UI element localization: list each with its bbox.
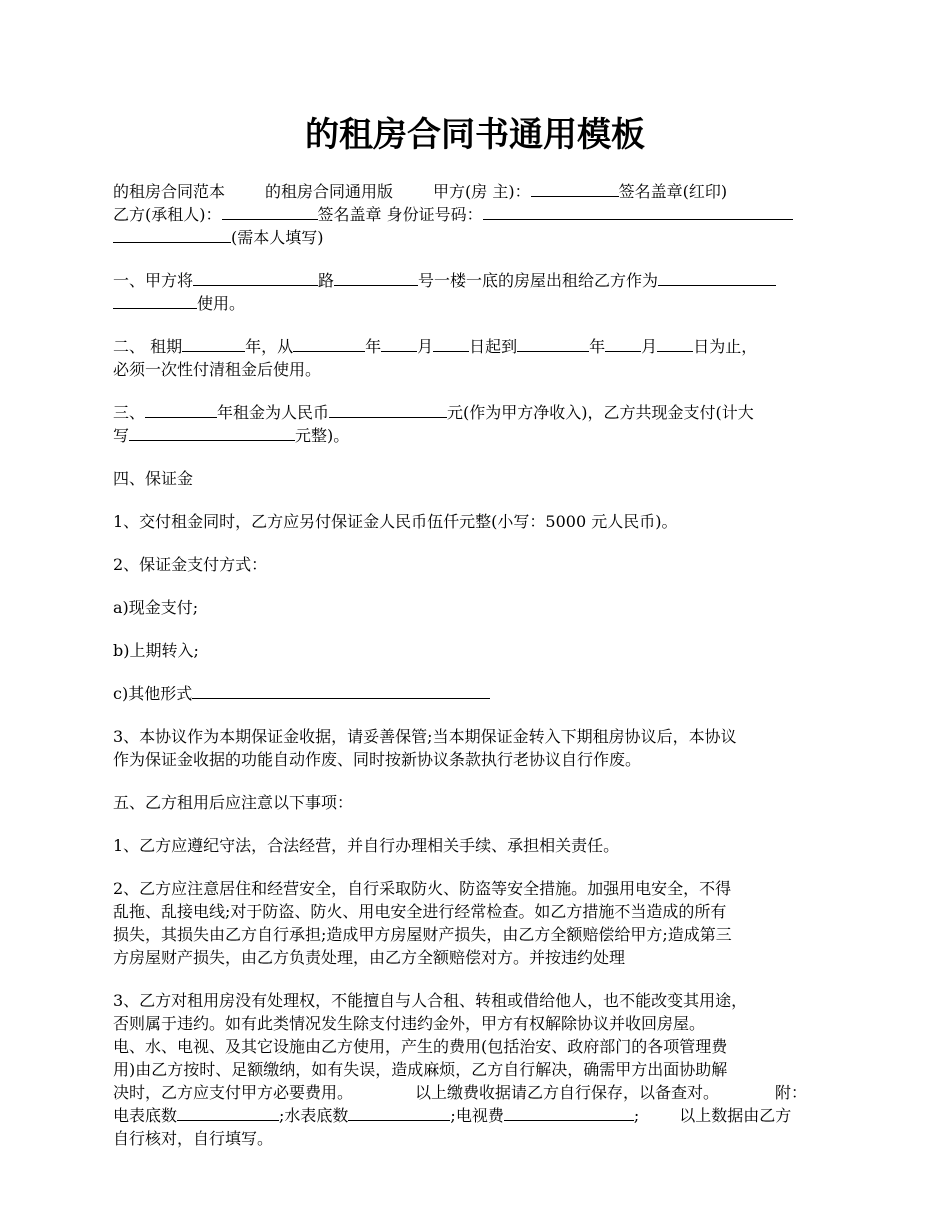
document-body — [113, 180, 840, 1150]
section-4-item-2: 2、保证金支付方式： — [113, 555, 268, 574]
blank-field — [113, 226, 231, 243]
blank-field — [177, 1104, 279, 1121]
section-5-item-2: 2、乙方应注意居住和经营安全，自行采取防火、防盗等安全措施。加强用电安全，不得 乱拖、乱接电线;对于防盗、防火、用电安全进行经常检查。如乙方措施不当造成的所有 损失，其损失由乙方自行承担;造成甲方房屋财产损失，由乙方全额赔偿给甲方;造成第三 方房屋财产损失，由乙方负责处理，由乙方全额赔偿对方。并按违约处理 — [113, 879, 732, 967]
blank-field — [348, 1104, 450, 1121]
section-5-heading: 五、乙方租用后应注意以下事项： — [113, 793, 354, 812]
document-title: 的租房合同书通用模板 — [305, 115, 645, 155]
blank-field — [605, 335, 641, 352]
section-4-heading: 四、保证金 — [113, 469, 194, 488]
blank-field — [658, 269, 776, 286]
blank-field — [504, 1104, 634, 1121]
section-4-option-c: c)其他形式 — [113, 682, 840, 705]
blank-field — [293, 335, 365, 352]
section-4-item-3: 3、本协议作为本期保证金收据，请妥善保管;当本期保证金转入下期租房协议后，本协议 作为保证金收据的功能自动作废、同时按新协议条款执行老协议自行作废。 — [113, 727, 737, 769]
section-4-option-a: a)现金支付; — [113, 598, 199, 617]
blank-field — [145, 401, 217, 418]
blank-field — [113, 292, 197, 309]
blank-field — [381, 335, 417, 352]
blank-field — [657, 335, 693, 352]
blank-field — [329, 401, 447, 418]
blank-field — [192, 682, 490, 699]
section-3: 三、 年租金为人民币 元(作为甲方净收入)，乙方共现金支付(计大 写 元整)。 — [113, 403, 754, 445]
blank-field — [222, 203, 318, 220]
section-1: 一、甲方将 路 号一楼一底的房屋出租给乙方作为 使用。 — [113, 269, 840, 315]
header-line-2: 乙方(承租人)： 签名盖章 身份证号码： — [113, 203, 840, 226]
blank-field — [433, 335, 469, 352]
section-5-item-1: 1、乙方应遵纪守法，合法经营，并自行办理相关手续、承担相关责任。 — [113, 836, 620, 855]
header-line-3: (需本人填写) — [113, 226, 840, 249]
section-4-item-1: 1、交付租金同时，乙方应另付保证金人民币伍仟元整(小写：5000 元人民币)。 — [113, 512, 678, 531]
blank-field — [129, 424, 295, 441]
blank-field — [193, 269, 318, 286]
section-2: 二、 租期 年，从 年 月 日起到 年 月 日为止， 必须一次性付清租金后使用。 — [113, 337, 758, 379]
header-line-1: 的租房合同范本 的租房合同通用版 甲方(房 主)： 签名盖章(红印) — [113, 182, 728, 201]
section-5-item-3: 3、乙方对租用房没有处理权，不能擅自与人合租、转租或借给他人，也不能改变其用途， 否则属于违约。如有此类情况发生除支付违约金外，甲方有权解除协议并收回房屋。 电、水、电视、及其它设施由乙方使用，产生的费用(包括治安、政府部门的各项管理费 用)由乙方按时、足额缴纳，如有失误，造成麻烦，乙方自行解决，确需甲方出面协助解 决时，乙方应支付甲方必要费用。 以上缴费收据请乙方自行保存，以备查对。 附： 电表底数 ;水表底数 ;电视费 ; 以上数据由乙方 自行核对，自行填写。 — [113, 991, 808, 1148]
blank-field — [483, 203, 793, 220]
blank-field — [531, 180, 619, 197]
header-block — [113, 180, 840, 249]
blank-field — [334, 269, 418, 286]
blank-field — [517, 335, 589, 352]
blank-field — [182, 335, 245, 352]
section-4-option-b: b)上期转入; — [113, 641, 199, 660]
